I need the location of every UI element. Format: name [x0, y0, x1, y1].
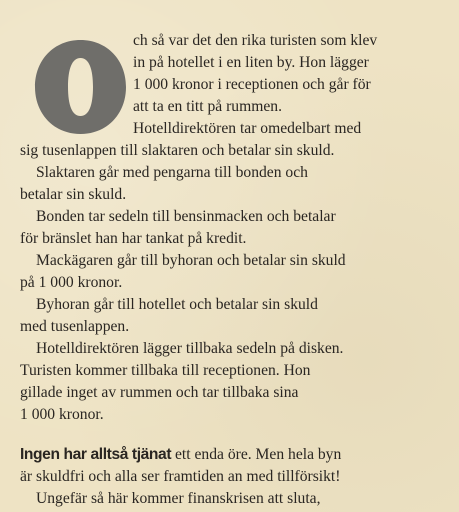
article-line: betalar sin skuld.: [20, 186, 127, 203]
drop-cap-o-shape: [35, 40, 126, 134]
article-line: Turisten kommer tillbaka till receptionen. Hon: [20, 362, 311, 379]
lead-rest-text: ett enda öre. Men hela byn: [171, 446, 342, 463]
article-line: 1 000 kronor.: [20, 406, 104, 423]
article-line: in på hotellet i en liten by. Hon lägger: [133, 54, 369, 71]
lead-bold-text: Ingen har alltså tjänat: [20, 446, 172, 463]
article-line: Mackägaren går till byhoran och betalar sin skuld: [36, 252, 346, 269]
article-line: Byhoran går till hotellet och betalar sin skuld: [36, 296, 318, 313]
article-line: Hotelldirektören lägger tillbaka sedeln på disken.: [36, 340, 344, 357]
drop-cap-letter: [33, 38, 128, 136]
article-line: för bränslet han har tankat på kredit.: [20, 230, 247, 247]
article-line: Hotelldirektören tar omedelbart med: [133, 120, 362, 137]
article-line: ch så var det den rika turisten som klev: [133, 32, 378, 49]
article-line: 1 000 kronor i receptionen och går för: [133, 76, 371, 93]
article-line: Slaktaren går med pengarna till bonden och: [36, 164, 308, 181]
article-line: med tusenlappen.: [20, 318, 130, 335]
article-line: är skuldfri och alla ser framtiden an med tillförsikt!: [20, 468, 341, 485]
article-line: på 1 000 kronor.: [20, 274, 123, 291]
article-line: gillade inget av rummen och tar tillbaka sina: [20, 384, 299, 401]
article-line: att ta en titt på rummen.: [133, 98, 282, 115]
lead-paragraph-line: [20, 445, 341, 465]
article-line: Ungefär så här kommer finanskrisen att sluta,: [36, 490, 321, 507]
article-line: sig tusenlappen till slaktaren och betalar sin skuld.: [20, 142, 335, 159]
article-line: Bonden tar sedeln till bensinmacken och betalar: [36, 208, 336, 225]
